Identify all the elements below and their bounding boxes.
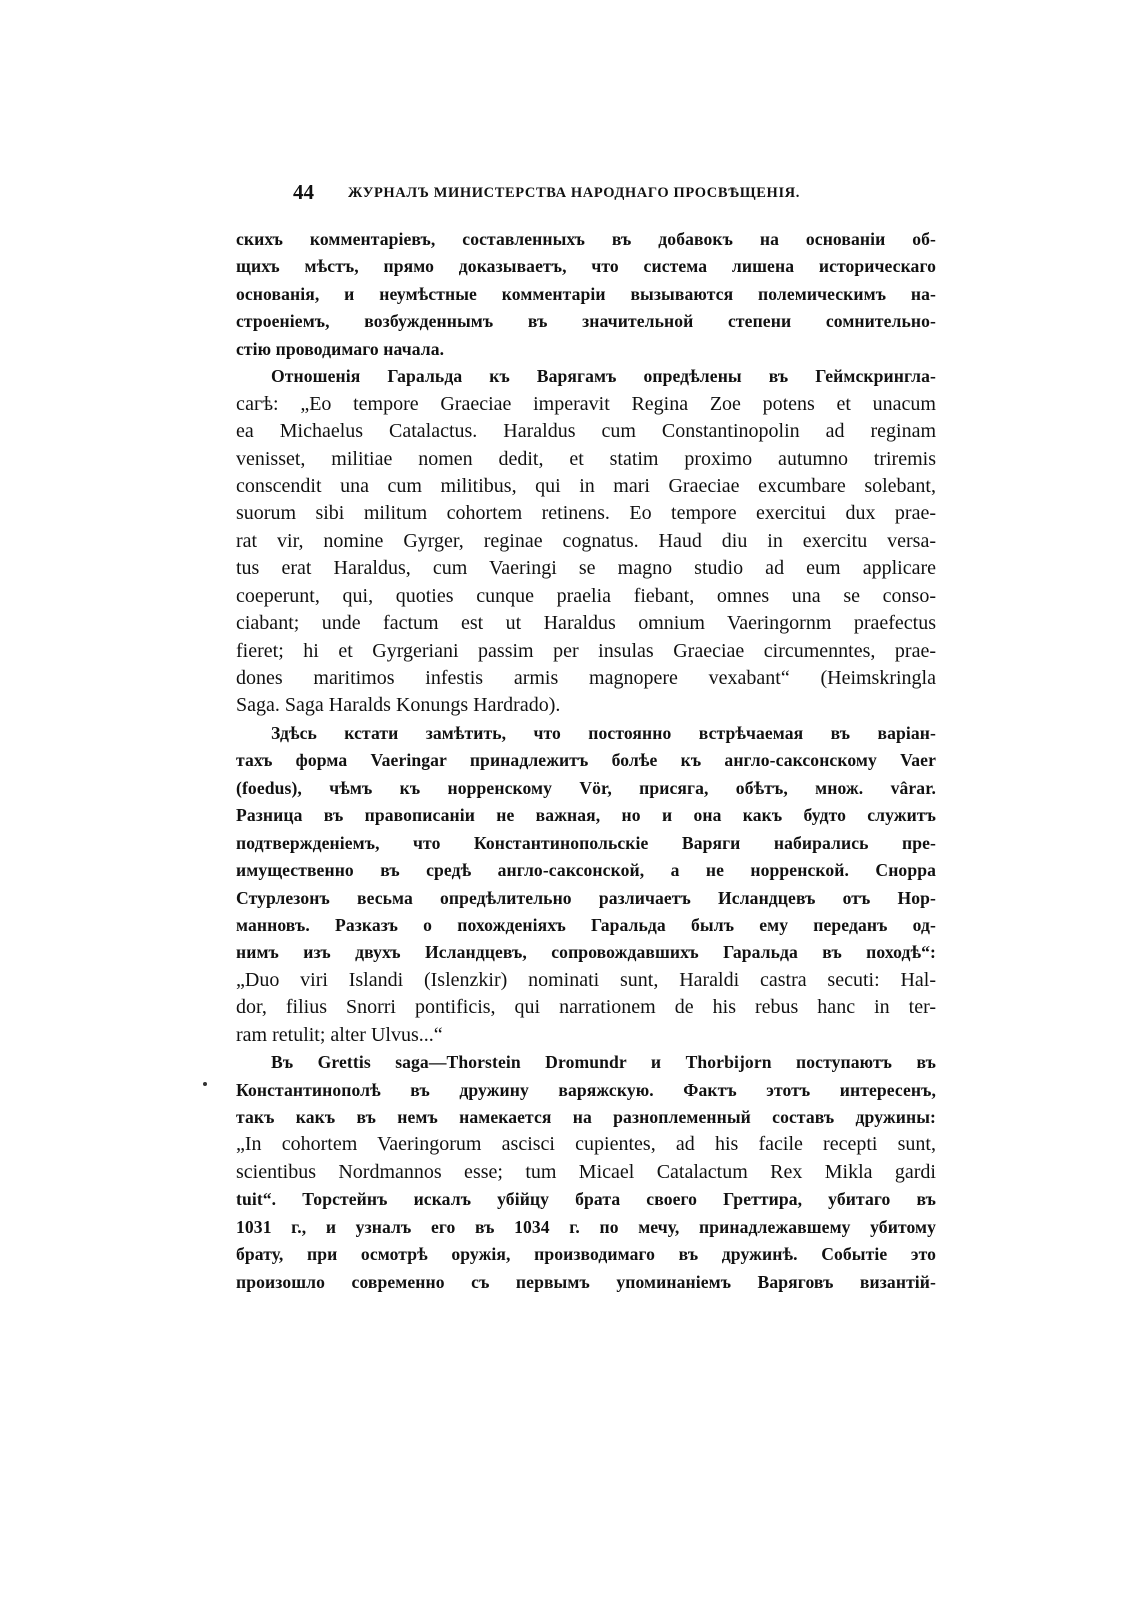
text-line: Константинополѣ въ дружину варяжскую. Фактъ этотъ интересенъ, bbox=[236, 1079, 936, 1100]
text-line: Saga. Saga Haralds Konungs Hardrado). bbox=[236, 694, 561, 717]
text-line: Здѣсь кстати замѣтить, что постоянно встрѣчаемая въ варіан- bbox=[271, 722, 936, 743]
text-line: venisset, militiae nomen dedit, et statim proximo autumno triremis bbox=[236, 447, 936, 470]
running-head: ЖУРНАЛЪ МИНИСТЕРСТВА НАРОДНАГО ПРОСВѢЩЕНІЯ. bbox=[348, 185, 800, 201]
text-line: имущественно въ средѣ англо-саксонской, а не норренской. Снорра bbox=[236, 860, 936, 881]
text-line: fieret; hi et Gyrgeriani passim per insulas Graeciae circumenntes, prae- bbox=[236, 639, 936, 662]
text-line: suorum sibi militum cohortem retinens. Eo tempore exercitui dux prae- bbox=[236, 502, 936, 525]
text-line: скихъ комментаріевъ, составленныхъ въ добавокъ на основаніи об- bbox=[236, 229, 936, 249]
text-line: (foedus), чѣмъ къ норренскому Vör, присяга, обѣтъ, множ. vârar. bbox=[236, 777, 936, 798]
text-line: conscendit una cum militibus, qui in mari Graeciae excumbare solebant, bbox=[236, 474, 936, 497]
text-line: произошло современно съ первымъ упоминаніемъ Варяговъ византій- bbox=[236, 1271, 936, 1292]
text-line: „Duo viri Islandi (Islenzkir) nominati sunt, Haraldi castra secuti: Hal- bbox=[236, 968, 936, 991]
text-line: Въ Grettis saga—Thorstein Dromundr и Thorbijorn поступаютъ въ bbox=[271, 1052, 936, 1073]
text-line: брату, при осмотрѣ оружія, производимаго въ дружинѣ. Событіе это bbox=[236, 1244, 936, 1265]
text-line: tuit“. Торстейнъ искалъ убійцу брата своего Греттира, убитаго въ bbox=[236, 1189, 936, 1210]
text-line: rat vir, nomine Gyrger, reginae cognatus. Haud diu in exercitu versa- bbox=[236, 529, 936, 552]
text-line: dones maritimos infestis armis magnopere vexabant“ (Heimskringla bbox=[236, 667, 936, 689]
text-line: tus erat Haraldus, cum Vaeringi se magno studio ad eum applicare bbox=[236, 557, 936, 580]
page-number: 44 bbox=[293, 180, 314, 204]
text-line: Стурлезонъ весьма опредѣлительно различаетъ Исландцевъ отъ Нор- bbox=[236, 887, 936, 908]
text-line: 1031 г., и узналъ его въ 1034 г. по мечу, принадлежавшему убитому bbox=[236, 1216, 936, 1237]
text-line: строеніемъ, возбужденнымъ въ значительной степени сомнительно- bbox=[236, 311, 936, 332]
text-line: манновъ. Разказъ о похожденіяхъ Гаральда былъ ему переданъ од- bbox=[236, 914, 936, 935]
text-line: ea Michaelus Catalactus. Haraldus cum Constantinopolin ad reginam bbox=[236, 420, 936, 443]
text-line: щихъ мѣстъ, прямо доказываетъ, что система лишена историческаго bbox=[236, 256, 936, 277]
text-line: Отношенія Гаральда къ Варягамъ опредѣлены въ Геймскрингла- bbox=[271, 366, 936, 387]
text-line: „In cohortem Vaeringorum ascisci cupientes, ad his facile recepti sunt, bbox=[236, 1133, 936, 1156]
page-header bbox=[293, 180, 933, 212]
text-line: сагѣ: „Eo tempore Graeciae imperavit Regina Zoe potens et unacum bbox=[236, 392, 936, 415]
text-line: нимъ изъ двухъ Исландцевъ, сопровождавшихъ Гаральда въ походѣ“: bbox=[236, 942, 936, 963]
text-line: coeperunt, qui, quoties cunque praelia fiebant, omnes una se conso- bbox=[236, 584, 936, 607]
text-line: основанія, и неумѣстные комментаріи вызываются полемическимъ на- bbox=[236, 283, 936, 304]
text-line: ciabant; unde factum est ut Haraldus omnium Vaeringornm praefectus bbox=[236, 612, 936, 635]
text-line: стію проводимаго начала. bbox=[236, 338, 445, 359]
text-line: dor, filius Snorri pontificis, qui narrationem de his rebus hanc in ter- bbox=[236, 996, 936, 1019]
text-line: scientibus Nordmannos esse; tum Micael Catalactum Rex Mikla gardi bbox=[236, 1160, 936, 1183]
text-line: ram retulit; alter Ulvus...“ bbox=[236, 1023, 443, 1046]
margin-mark bbox=[203, 1082, 207, 1086]
text-line: подтвержденіемъ, что Константинопольскіе Варяги набирались пре- bbox=[236, 832, 936, 853]
text-line: тахъ форма Vaeringar принадлежитъ болѣе къ англо-саксонскому Vaer bbox=[236, 750, 936, 771]
text-line: Разница въ правописаніи не важная, но и она какъ будто служитъ bbox=[236, 805, 936, 826]
text-line: такъ какъ въ немъ намекается на разноплеменный составъ дружины: bbox=[236, 1107, 936, 1127]
body-text bbox=[236, 226, 936, 1296]
